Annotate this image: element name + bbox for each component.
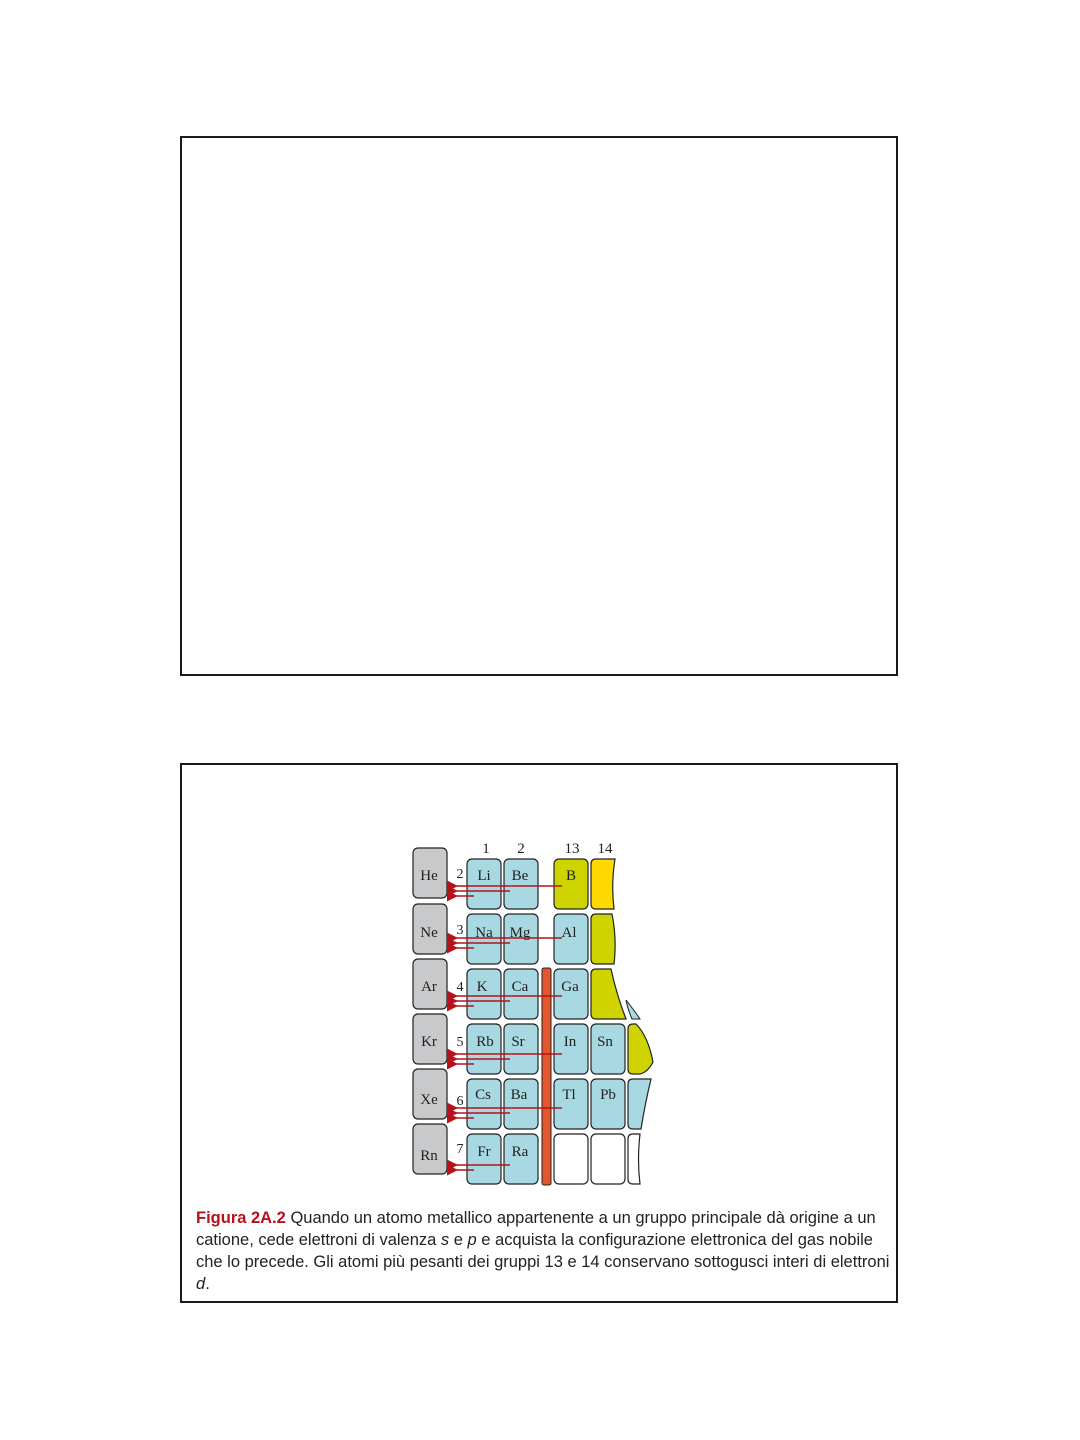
group2-symbol: Mg xyxy=(509,925,531,941)
group15-edge-sliver xyxy=(626,1000,640,1019)
group2-symbol: Sr xyxy=(511,1034,525,1050)
caption-conjunction: e xyxy=(449,1231,468,1249)
group1-symbol: Cs xyxy=(475,1087,491,1103)
period-number: 7 xyxy=(456,1142,464,1157)
group2-symbol: Ca xyxy=(511,979,529,995)
group14-symbol: Sn xyxy=(597,1034,613,1050)
caption-label: Figura 2A.2 xyxy=(196,1209,286,1227)
group2-symbol: Ba xyxy=(510,1087,528,1103)
group13-cell xyxy=(554,859,588,909)
group2-cell xyxy=(504,859,538,909)
caption-italic-p: p xyxy=(467,1231,477,1249)
group14-symbol: Pb xyxy=(600,1087,616,1103)
empty-edge-cell xyxy=(628,1134,640,1184)
period-number: 6 xyxy=(456,1094,464,1109)
caption-italic-d: d xyxy=(196,1275,206,1293)
caption-end: . xyxy=(205,1275,210,1293)
noble-gas-symbol: Xe xyxy=(420,1092,438,1108)
figure-caption xyxy=(196,1207,896,1295)
group13-symbol: Tl xyxy=(562,1087,576,1103)
group13-symbol: In xyxy=(563,1034,577,1050)
empty-cell xyxy=(554,1134,588,1184)
group13-symbol: B xyxy=(565,868,577,884)
group15-edge-cell xyxy=(628,1079,651,1129)
group15-edge-cell xyxy=(628,1024,653,1074)
group-header-14: 14 xyxy=(597,841,613,857)
noble-gas-symbol: He xyxy=(420,868,438,884)
group2-symbol: Be xyxy=(511,868,529,884)
group2-symbol: Ra xyxy=(511,1144,529,1160)
caption-text: Quando un atomo metallico appartenente a un gruppo principale dà origine a un catione, cede elettroni di valenza xyxy=(196,1209,876,1249)
group1-cell xyxy=(467,859,501,909)
empty-cell xyxy=(591,1134,625,1184)
group14-edge-cell xyxy=(591,859,615,909)
group1-symbol: Na xyxy=(475,925,493,941)
period-number: 2 xyxy=(456,867,464,882)
noble-gas-symbol: Ne xyxy=(420,925,438,941)
group-header-1: 1 xyxy=(482,841,490,857)
period-number: 5 xyxy=(456,1035,464,1050)
noble-gas-symbol: Ar xyxy=(421,979,437,995)
group-header-2: 2 xyxy=(517,841,525,857)
caption-text: e acquista la configurazione elettronica del gas nobile che lo precede. Gli atomi più pesanti dei gruppi 13 e 14 conservano sottogusci interi di elettroni xyxy=(196,1231,890,1271)
noble-gas-symbol: Kr xyxy=(421,1034,437,1050)
group14-edge-cell xyxy=(591,969,626,1019)
group1-symbol: Li xyxy=(477,868,491,884)
noble-gas-symbol: Rn xyxy=(420,1148,438,1164)
period-number: 3 xyxy=(456,923,464,938)
group13-symbol: Ga xyxy=(561,979,579,995)
group13-symbol: Al xyxy=(561,925,577,941)
group14-edge-cell xyxy=(591,914,615,964)
group1-symbol: K xyxy=(476,979,488,995)
period-number: 4 xyxy=(456,980,464,995)
group1-symbol: Rb xyxy=(476,1034,494,1050)
group1-symbol: Fr xyxy=(477,1144,491,1160)
group-header-13: 13 xyxy=(564,841,580,857)
caption-italic-s: s xyxy=(440,1231,450,1249)
d-block-bar xyxy=(542,968,551,1185)
